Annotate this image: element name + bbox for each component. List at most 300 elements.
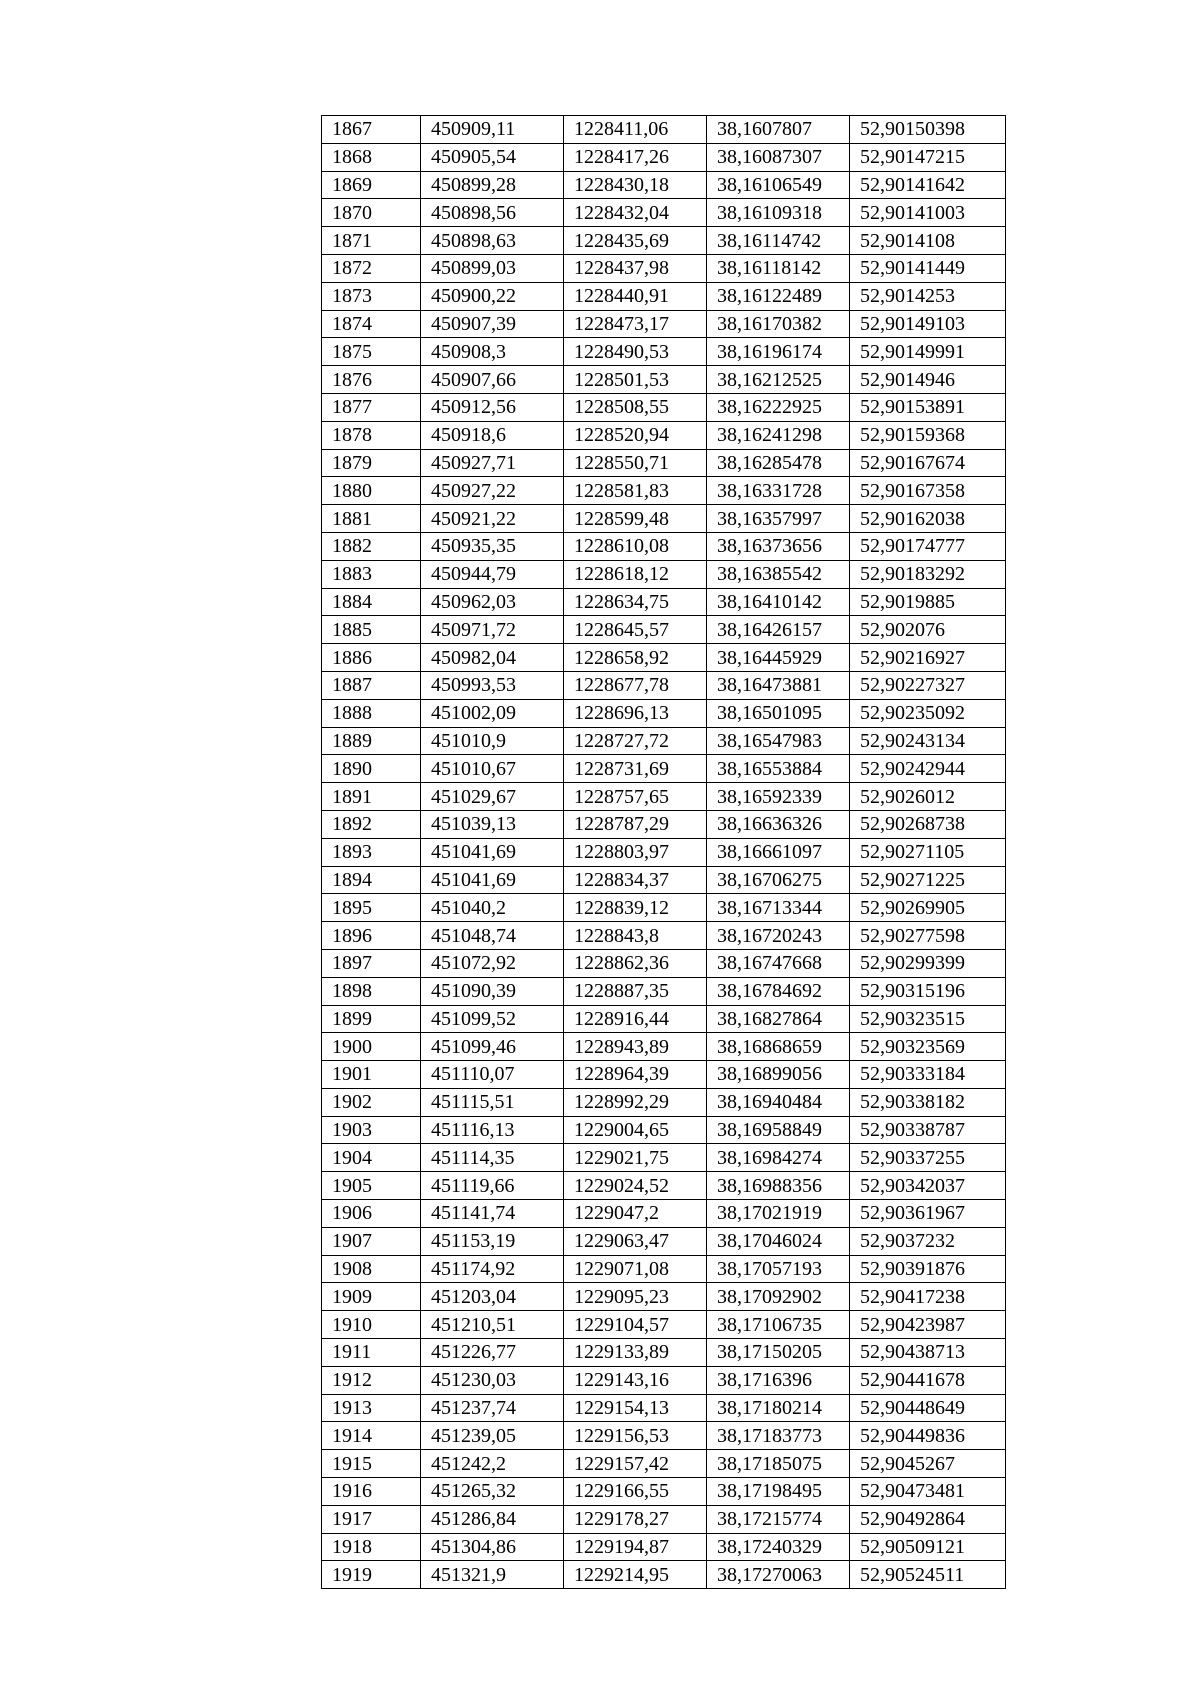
point-number-cell: 1903 xyxy=(322,1116,421,1144)
x-coordinate-cell: 450927,71 xyxy=(421,449,564,477)
table-row xyxy=(322,560,1006,588)
x-coordinate-cell: 450909,11 xyxy=(421,116,564,144)
point-number-cell: 1878 xyxy=(322,421,421,449)
y-coordinate-cell: 1229024,52 xyxy=(564,1172,707,1200)
x-coordinate-cell: 450962,03 xyxy=(421,588,564,616)
table-row xyxy=(322,1450,1006,1478)
x-coordinate-cell: 451114,35 xyxy=(421,1144,564,1172)
latitude-cell: 38,16212525 xyxy=(707,366,850,394)
longitude-cell: 52,90441678 xyxy=(850,1366,1006,1394)
x-coordinate-cell: 450898,63 xyxy=(421,227,564,255)
latitude-cell: 38,17150205 xyxy=(707,1339,850,1367)
longitude-cell: 52,9014946 xyxy=(850,366,1006,394)
longitude-cell: 52,90391876 xyxy=(850,1255,1006,1283)
latitude-cell: 38,16118142 xyxy=(707,254,850,282)
longitude-cell: 52,90227327 xyxy=(850,671,1006,699)
y-coordinate-cell: 1229095,23 xyxy=(564,1283,707,1311)
x-coordinate-cell: 450907,39 xyxy=(421,310,564,338)
y-coordinate-cell: 1228677,78 xyxy=(564,671,707,699)
table-row xyxy=(322,254,1006,282)
table-row xyxy=(322,449,1006,477)
y-coordinate-cell: 1228862,36 xyxy=(564,949,707,977)
point-number-cell: 1895 xyxy=(322,894,421,922)
point-number-cell: 1880 xyxy=(322,477,421,505)
y-coordinate-cell: 1228916,44 xyxy=(564,1005,707,1033)
table-row xyxy=(322,838,1006,866)
latitude-cell: 38,16285478 xyxy=(707,449,850,477)
longitude-cell: 52,902076 xyxy=(850,616,1006,644)
y-coordinate-cell: 1228599,48 xyxy=(564,505,707,533)
x-coordinate-cell: 450971,72 xyxy=(421,616,564,644)
x-coordinate-cell: 451226,77 xyxy=(421,1339,564,1367)
latitude-cell: 38,16747668 xyxy=(707,949,850,977)
table-row xyxy=(322,1478,1006,1506)
table-row xyxy=(322,421,1006,449)
point-number-cell: 1914 xyxy=(322,1422,421,1450)
y-coordinate-cell: 1228634,75 xyxy=(564,588,707,616)
y-coordinate-cell: 1228658,92 xyxy=(564,644,707,672)
table-row xyxy=(322,727,1006,755)
longitude-cell: 52,90235092 xyxy=(850,699,1006,727)
point-number-cell: 1916 xyxy=(322,1478,421,1506)
table-row xyxy=(322,1088,1006,1116)
point-number-cell: 1876 xyxy=(322,366,421,394)
point-number-cell: 1871 xyxy=(322,227,421,255)
y-coordinate-cell: 1228618,12 xyxy=(564,560,707,588)
latitude-cell: 38,16373656 xyxy=(707,532,850,560)
point-number-cell: 1887 xyxy=(322,671,421,699)
table-row xyxy=(322,1144,1006,1172)
table-row xyxy=(322,338,1006,366)
point-number-cell: 1890 xyxy=(322,755,421,783)
latitude-cell: 38,17215774 xyxy=(707,1505,850,1533)
table-row xyxy=(322,783,1006,811)
point-number-cell: 1892 xyxy=(322,810,421,838)
y-coordinate-cell: 1229166,55 xyxy=(564,1478,707,1506)
table-row xyxy=(322,755,1006,783)
y-coordinate-cell: 1228490,53 xyxy=(564,338,707,366)
point-number-cell: 1906 xyxy=(322,1200,421,1228)
x-coordinate-cell: 451265,32 xyxy=(421,1478,564,1506)
point-number-cell: 1886 xyxy=(322,644,421,672)
table-row xyxy=(322,1561,1006,1589)
latitude-cell: 38,1716396 xyxy=(707,1366,850,1394)
table-row xyxy=(322,366,1006,394)
point-number-cell: 1868 xyxy=(322,143,421,171)
y-coordinate-cell: 1229214,95 xyxy=(564,1561,707,1589)
x-coordinate-cell: 451099,46 xyxy=(421,1033,564,1061)
longitude-cell: 52,90162038 xyxy=(850,505,1006,533)
x-coordinate-cell: 451119,66 xyxy=(421,1172,564,1200)
y-coordinate-cell: 1229194,87 xyxy=(564,1533,707,1561)
point-number-cell: 1873 xyxy=(322,282,421,310)
point-number-cell: 1905 xyxy=(322,1172,421,1200)
table-row xyxy=(322,477,1006,505)
y-coordinate-cell: 1228992,29 xyxy=(564,1088,707,1116)
table-row xyxy=(322,1422,1006,1450)
y-coordinate-cell: 1229154,13 xyxy=(564,1394,707,1422)
y-coordinate-cell: 1228731,69 xyxy=(564,755,707,783)
latitude-cell: 38,17198495 xyxy=(707,1478,850,1506)
latitude-cell: 38,16087307 xyxy=(707,143,850,171)
table-row xyxy=(322,1227,1006,1255)
y-coordinate-cell: 1229004,65 xyxy=(564,1116,707,1144)
x-coordinate-cell: 450900,22 xyxy=(421,282,564,310)
latitude-cell: 38,17185075 xyxy=(707,1450,850,1478)
x-coordinate-cell: 450927,22 xyxy=(421,477,564,505)
x-coordinate-cell: 451321,9 xyxy=(421,1561,564,1589)
x-coordinate-cell: 451153,19 xyxy=(421,1227,564,1255)
latitude-cell: 38,16713344 xyxy=(707,894,850,922)
point-number-cell: 1872 xyxy=(322,254,421,282)
latitude-cell: 38,16784692 xyxy=(707,977,850,1005)
y-coordinate-cell: 1228430,18 xyxy=(564,171,707,199)
longitude-cell: 52,9014108 xyxy=(850,227,1006,255)
y-coordinate-cell: 1228520,94 xyxy=(564,421,707,449)
x-coordinate-cell: 450905,54 xyxy=(421,143,564,171)
table-row xyxy=(322,1283,1006,1311)
point-number-cell: 1901 xyxy=(322,1061,421,1089)
x-coordinate-cell: 451286,84 xyxy=(421,1505,564,1533)
y-coordinate-cell: 1228839,12 xyxy=(564,894,707,922)
x-coordinate-cell: 450921,22 xyxy=(421,505,564,533)
x-coordinate-cell: 451230,03 xyxy=(421,1366,564,1394)
y-coordinate-cell: 1228411,06 xyxy=(564,116,707,144)
longitude-cell: 52,90277598 xyxy=(850,922,1006,950)
latitude-cell: 38,16868659 xyxy=(707,1033,850,1061)
table-row xyxy=(322,143,1006,171)
table-row xyxy=(322,1033,1006,1061)
x-coordinate-cell: 450899,03 xyxy=(421,254,564,282)
point-number-cell: 1870 xyxy=(322,199,421,227)
y-coordinate-cell: 1229047,2 xyxy=(564,1200,707,1228)
table-row xyxy=(322,1005,1006,1033)
latitude-cell: 38,16357997 xyxy=(707,505,850,533)
table-row xyxy=(322,949,1006,977)
latitude-cell: 38,17057193 xyxy=(707,1255,850,1283)
x-coordinate-cell: 451110,07 xyxy=(421,1061,564,1089)
latitude-cell: 38,17270063 xyxy=(707,1561,850,1589)
table-row xyxy=(322,977,1006,1005)
point-number-cell: 1900 xyxy=(322,1033,421,1061)
y-coordinate-cell: 1228435,69 xyxy=(564,227,707,255)
table-row xyxy=(322,1533,1006,1561)
latitude-cell: 38,16720243 xyxy=(707,922,850,950)
table-row xyxy=(322,199,1006,227)
latitude-cell: 38,16331728 xyxy=(707,477,850,505)
table-row xyxy=(322,644,1006,672)
y-coordinate-cell: 1229133,89 xyxy=(564,1339,707,1367)
latitude-cell: 38,1607807 xyxy=(707,116,850,144)
y-coordinate-cell: 1229021,75 xyxy=(564,1144,707,1172)
latitude-cell: 38,16827864 xyxy=(707,1005,850,1033)
table-row xyxy=(322,866,1006,894)
longitude-cell: 52,90342037 xyxy=(850,1172,1006,1200)
longitude-cell: 52,90449836 xyxy=(850,1422,1006,1450)
y-coordinate-cell: 1228440,91 xyxy=(564,282,707,310)
x-coordinate-cell: 451039,13 xyxy=(421,810,564,838)
latitude-cell: 38,16114742 xyxy=(707,227,850,255)
latitude-cell: 38,16553884 xyxy=(707,755,850,783)
point-number-cell: 1913 xyxy=(322,1394,421,1422)
longitude-cell: 52,90323515 xyxy=(850,1005,1006,1033)
x-coordinate-cell: 451099,52 xyxy=(421,1005,564,1033)
longitude-cell: 52,90509121 xyxy=(850,1533,1006,1561)
y-coordinate-cell: 1229143,16 xyxy=(564,1366,707,1394)
y-coordinate-cell: 1229156,53 xyxy=(564,1422,707,1450)
y-coordinate-cell: 1228508,55 xyxy=(564,393,707,421)
point-number-cell: 1898 xyxy=(322,977,421,1005)
coordinates-table-body xyxy=(322,116,1006,1589)
longitude-cell: 52,90269905 xyxy=(850,894,1006,922)
y-coordinate-cell: 1228432,04 xyxy=(564,199,707,227)
longitude-cell: 52,90153891 xyxy=(850,393,1006,421)
latitude-cell: 38,16385542 xyxy=(707,560,850,588)
latitude-cell: 38,16445929 xyxy=(707,644,850,672)
y-coordinate-cell: 1229104,57 xyxy=(564,1311,707,1339)
point-number-cell: 1908 xyxy=(322,1255,421,1283)
x-coordinate-cell: 451041,69 xyxy=(421,866,564,894)
point-number-cell: 1888 xyxy=(322,699,421,727)
y-coordinate-cell: 1228610,08 xyxy=(564,532,707,560)
point-number-cell: 1889 xyxy=(322,727,421,755)
latitude-cell: 38,16940484 xyxy=(707,1088,850,1116)
x-coordinate-cell: 451210,51 xyxy=(421,1311,564,1339)
point-number-cell: 1894 xyxy=(322,866,421,894)
longitude-cell: 52,90149103 xyxy=(850,310,1006,338)
longitude-cell: 52,90141003 xyxy=(850,199,1006,227)
y-coordinate-cell: 1228803,97 xyxy=(564,838,707,866)
x-coordinate-cell: 451141,74 xyxy=(421,1200,564,1228)
table-row xyxy=(322,1200,1006,1228)
x-coordinate-cell: 450908,3 xyxy=(421,338,564,366)
longitude-cell: 52,90243134 xyxy=(850,727,1006,755)
x-coordinate-cell: 450993,53 xyxy=(421,671,564,699)
longitude-cell: 52,90337255 xyxy=(850,1144,1006,1172)
longitude-cell: 52,90147215 xyxy=(850,143,1006,171)
x-coordinate-cell: 450944,79 xyxy=(421,560,564,588)
y-coordinate-cell: 1229063,47 xyxy=(564,1227,707,1255)
longitude-cell: 52,90417238 xyxy=(850,1283,1006,1311)
point-number-cell: 1881 xyxy=(322,505,421,533)
latitude-cell: 38,16122489 xyxy=(707,282,850,310)
x-coordinate-cell: 451010,67 xyxy=(421,755,564,783)
table-row xyxy=(322,393,1006,421)
x-coordinate-cell: 450899,28 xyxy=(421,171,564,199)
latitude-cell: 38,17183773 xyxy=(707,1422,850,1450)
table-row xyxy=(322,532,1006,560)
longitude-cell: 52,90438713 xyxy=(850,1339,1006,1367)
point-number-cell: 1884 xyxy=(322,588,421,616)
y-coordinate-cell: 1228437,98 xyxy=(564,254,707,282)
table-row xyxy=(322,1255,1006,1283)
longitude-cell: 52,9037232 xyxy=(850,1227,1006,1255)
longitude-cell: 52,90167358 xyxy=(850,477,1006,505)
y-coordinate-cell: 1228550,71 xyxy=(564,449,707,477)
longitude-cell: 52,90423987 xyxy=(850,1311,1006,1339)
x-coordinate-cell: 451072,92 xyxy=(421,949,564,977)
point-number-cell: 1897 xyxy=(322,949,421,977)
y-coordinate-cell: 1228501,53 xyxy=(564,366,707,394)
x-coordinate-cell: 451116,13 xyxy=(421,1116,564,1144)
point-number-cell: 1917 xyxy=(322,1505,421,1533)
latitude-cell: 38,17180214 xyxy=(707,1394,850,1422)
y-coordinate-cell: 1228727,72 xyxy=(564,727,707,755)
longitude-cell: 52,90174777 xyxy=(850,532,1006,560)
y-coordinate-cell: 1228943,89 xyxy=(564,1033,707,1061)
table-row xyxy=(322,588,1006,616)
longitude-cell: 52,90338182 xyxy=(850,1088,1006,1116)
point-number-cell: 1874 xyxy=(322,310,421,338)
table-row xyxy=(322,1311,1006,1339)
point-number-cell: 1911 xyxy=(322,1339,421,1367)
latitude-cell: 38,17046024 xyxy=(707,1227,850,1255)
point-number-cell: 1915 xyxy=(322,1450,421,1478)
point-number-cell: 1877 xyxy=(322,393,421,421)
latitude-cell: 38,17021919 xyxy=(707,1200,850,1228)
latitude-cell: 38,16196174 xyxy=(707,338,850,366)
y-coordinate-cell: 1228696,13 xyxy=(564,699,707,727)
point-number-cell: 1910 xyxy=(322,1311,421,1339)
longitude-cell: 52,90323569 xyxy=(850,1033,1006,1061)
table-row xyxy=(322,810,1006,838)
longitude-cell: 52,90183292 xyxy=(850,560,1006,588)
x-coordinate-cell: 451041,69 xyxy=(421,838,564,866)
point-number-cell: 1882 xyxy=(322,532,421,560)
latitude-cell: 38,17106735 xyxy=(707,1311,850,1339)
y-coordinate-cell: 1228834,37 xyxy=(564,866,707,894)
table-row xyxy=(322,922,1006,950)
point-number-cell: 1883 xyxy=(322,560,421,588)
x-coordinate-cell: 451029,67 xyxy=(421,783,564,811)
y-coordinate-cell: 1228964,39 xyxy=(564,1061,707,1089)
longitude-cell: 52,90268738 xyxy=(850,810,1006,838)
table-row xyxy=(322,1172,1006,1200)
longitude-cell: 52,90216927 xyxy=(850,644,1006,672)
latitude-cell: 38,16109318 xyxy=(707,199,850,227)
point-number-cell: 1869 xyxy=(322,171,421,199)
x-coordinate-cell: 451090,39 xyxy=(421,977,564,1005)
latitude-cell: 38,16426157 xyxy=(707,616,850,644)
longitude-cell: 52,90271225 xyxy=(850,866,1006,894)
point-number-cell: 1909 xyxy=(322,1283,421,1311)
longitude-cell: 52,90271105 xyxy=(850,838,1006,866)
x-coordinate-cell: 451115,51 xyxy=(421,1088,564,1116)
longitude-cell: 52,90141449 xyxy=(850,254,1006,282)
x-coordinate-cell: 450898,56 xyxy=(421,199,564,227)
coordinates-table xyxy=(321,115,1006,1589)
x-coordinate-cell: 450935,35 xyxy=(421,532,564,560)
latitude-cell: 38,16899056 xyxy=(707,1061,850,1089)
longitude-cell: 52,90333184 xyxy=(850,1061,1006,1089)
x-coordinate-cell: 450918,6 xyxy=(421,421,564,449)
latitude-cell: 38,16222925 xyxy=(707,393,850,421)
x-coordinate-cell: 451048,74 xyxy=(421,922,564,950)
point-number-cell: 1912 xyxy=(322,1366,421,1394)
latitude-cell: 38,16706275 xyxy=(707,866,850,894)
table-row xyxy=(322,116,1006,144)
table-row xyxy=(322,894,1006,922)
longitude-cell: 52,90150398 xyxy=(850,116,1006,144)
longitude-cell: 52,9019885 xyxy=(850,588,1006,616)
latitude-cell: 38,17092902 xyxy=(707,1283,850,1311)
longitude-cell: 52,90473481 xyxy=(850,1478,1006,1506)
y-coordinate-cell: 1228581,83 xyxy=(564,477,707,505)
latitude-cell: 38,16988356 xyxy=(707,1172,850,1200)
latitude-cell: 38,16241298 xyxy=(707,421,850,449)
point-number-cell: 1879 xyxy=(322,449,421,477)
point-number-cell: 1918 xyxy=(322,1533,421,1561)
longitude-cell: 52,9014253 xyxy=(850,282,1006,310)
point-number-cell: 1902 xyxy=(322,1088,421,1116)
y-coordinate-cell: 1228757,65 xyxy=(564,783,707,811)
longitude-cell: 52,90149991 xyxy=(850,338,1006,366)
latitude-cell: 38,16984274 xyxy=(707,1144,850,1172)
point-number-cell: 1896 xyxy=(322,922,421,950)
longitude-cell: 52,90524511 xyxy=(850,1561,1006,1589)
longitude-cell: 52,90159368 xyxy=(850,421,1006,449)
longitude-cell: 52,90167674 xyxy=(850,449,1006,477)
table-row xyxy=(322,699,1006,727)
y-coordinate-cell: 1228843,8 xyxy=(564,922,707,950)
latitude-cell: 38,16473881 xyxy=(707,671,850,699)
point-number-cell: 1904 xyxy=(322,1144,421,1172)
longitude-cell: 52,90242944 xyxy=(850,755,1006,783)
point-number-cell: 1867 xyxy=(322,116,421,144)
x-coordinate-cell: 451242,2 xyxy=(421,1450,564,1478)
table-row xyxy=(322,171,1006,199)
x-coordinate-cell: 451040,2 xyxy=(421,894,564,922)
table-row xyxy=(322,1394,1006,1422)
longitude-cell: 52,90361967 xyxy=(850,1200,1006,1228)
x-coordinate-cell: 451304,86 xyxy=(421,1533,564,1561)
latitude-cell: 38,16170382 xyxy=(707,310,850,338)
table-row xyxy=(322,1366,1006,1394)
latitude-cell: 38,16636326 xyxy=(707,810,850,838)
x-coordinate-cell: 451239,05 xyxy=(421,1422,564,1450)
x-coordinate-cell: 450912,56 xyxy=(421,393,564,421)
table-row xyxy=(322,671,1006,699)
y-coordinate-cell: 1229071,08 xyxy=(564,1255,707,1283)
longitude-cell: 52,9026012 xyxy=(850,783,1006,811)
table-row xyxy=(322,1339,1006,1367)
table-row xyxy=(322,1116,1006,1144)
latitude-cell: 38,16592339 xyxy=(707,783,850,811)
table-row xyxy=(322,505,1006,533)
latitude-cell: 38,16410142 xyxy=(707,588,850,616)
y-coordinate-cell: 1228473,17 xyxy=(564,310,707,338)
x-coordinate-cell: 451203,04 xyxy=(421,1283,564,1311)
point-number-cell: 1919 xyxy=(322,1561,421,1589)
x-coordinate-cell: 451237,74 xyxy=(421,1394,564,1422)
table-row xyxy=(322,282,1006,310)
y-coordinate-cell: 1228417,26 xyxy=(564,143,707,171)
longitude-cell: 52,90448649 xyxy=(850,1394,1006,1422)
x-coordinate-cell: 451010,9 xyxy=(421,727,564,755)
latitude-cell: 38,17240329 xyxy=(707,1533,850,1561)
table-row xyxy=(322,1505,1006,1533)
longitude-cell: 52,90315196 xyxy=(850,977,1006,1005)
point-number-cell: 1907 xyxy=(322,1227,421,1255)
y-coordinate-cell: 1229157,42 xyxy=(564,1450,707,1478)
latitude-cell: 38,16106549 xyxy=(707,171,850,199)
y-coordinate-cell: 1228787,29 xyxy=(564,810,707,838)
y-coordinate-cell: 1229178,27 xyxy=(564,1505,707,1533)
y-coordinate-cell: 1228645,57 xyxy=(564,616,707,644)
table-row xyxy=(322,1061,1006,1089)
latitude-cell: 38,16958849 xyxy=(707,1116,850,1144)
table-row xyxy=(322,310,1006,338)
